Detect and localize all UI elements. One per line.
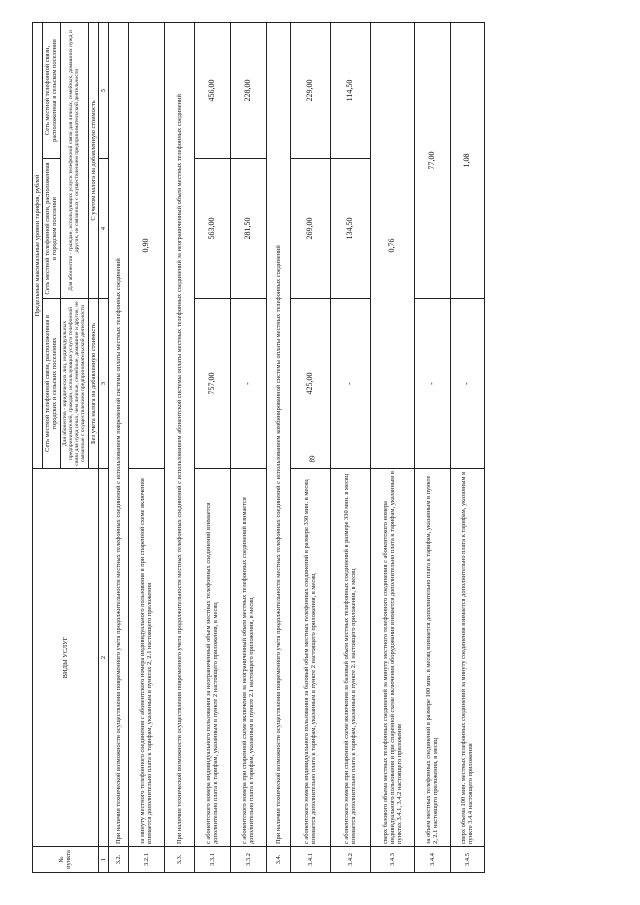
row-text: сверх объема 100 мин. местных телефонных соединений за минуту соединения взимается дополнительно плата к тарифам, указанным в пункте 3.4.4 настоящего приложения: [450, 469, 484, 847]
header-num: № пункта: [33, 847, 99, 873]
tariff-value-village: 456,00: [194, 23, 230, 159]
row-text: с абонентского номера индивидуального пользования за неограниченный объем местных телефонных соединений взимается дополнительно плата к тарифам, указанным в пункте 2 настоящего приложения, в месяц: [194, 469, 230, 847]
index-1: 1: [98, 847, 108, 873]
tariff-value-legal: -: [414, 299, 450, 469]
header-with-vat: С учетом налога на добавленную стоимость: [88, 23, 98, 299]
tariff-value-legal: -: [230, 299, 266, 469]
tariff-value-citizens: 1,08: [450, 23, 484, 299]
row-num: 3.4.4: [414, 847, 450, 873]
header-citizens: Для абонентов - граждан, использующих услуги телефонной связи для личных, семейных, домашних нужд и других, не связанных с осуществлением предпринимательской деятельности: [60, 23, 88, 299]
row-num: 3.4.: [266, 847, 290, 873]
row-num: 3.4.2: [330, 847, 370, 873]
header-without-vat: Без учета налога на добавленную стоимость: [88, 299, 98, 469]
page-number: 89: [308, 455, 317, 463]
row-text: за минуту местного телефонного соединения с абонентского номера индивидуального пользования в при спаренной схеме включения взимается дополнительно плата к тарифам, указанным в пунктах 2, 2.1 настоящего приложения: [128, 469, 164, 847]
row-text: с абонентского номера при спаренной схеме включения за базовый объем местных телефонных соединений в размере 330 мин. в месяц взимается дополнительно плата к тарифам, указанным в пункте 2.1 настоящего приложения, в месяц: [330, 469, 370, 847]
header-services: ВИДЫ УСЛУГ: [33, 469, 99, 847]
row-num: 3.3.2: [230, 847, 266, 873]
tariff-value-legal: 425,00: [290, 299, 330, 469]
tariff-value-city: 134,50: [330, 159, 370, 299]
row-num: 3.2.: [108, 847, 128, 873]
row-text: с абонентского номера при спаренной схеме включения за неограниченный объем местных телефонных соединений взимается дополнительно плата к тарифам, указанным в пункте 2.1 настоящего приложения, в месяц: [230, 469, 266, 847]
tariff-value-village: 228,00: [230, 23, 266, 159]
row-num: 3.4.5: [450, 847, 484, 873]
tariff-value: 0,76: [370, 23, 414, 469]
tariff-value-city: 269,00: [290, 159, 330, 299]
tariff-value: 0,90: [128, 23, 164, 469]
row-num: 3.3.1: [194, 847, 230, 873]
header-legal: Для абонентов - юридических лиц, индивидуальных предпринимателей, граждан, использующих услуги телефонной связи для нужд иных, чем личные, семейные, домашние и другие, не связанные с осуществлением предпринимательской деятельности: [60, 299, 88, 469]
row-text: сверх базового объема местных телефонных соединений за минуту местного телефонного соединения с абонентского номера индивидуального пользования и при спаренной схеме включения оборудования взимается дополнительно плата к тарифам, указанным в пунктах 3.4.1, 3.4.2 настоящего приложения: [370, 469, 414, 847]
row-text: с абонентского номера индивидуального пользования за базовый объем местных телефонных соединений в размере 330 мин. в месяц взимается дополнительно плата к тарифам, указанным в пункте 2 настоящего приложения, в месяц: [290, 469, 330, 847]
header-net-city: Сеть местной телефонной связи, расположенная в городском поселении: [43, 159, 60, 299]
header-net-village: Сеть местной телефонной связи, расположенная в сельском поселении: [43, 23, 60, 159]
section-title: При наличии технической возможности осуществления повременного учета продолжительности местных телефонных соединений с использованием повременной системы оплаты местных телефонных соединений: [108, 23, 128, 847]
row-num: 3.3.: [164, 847, 194, 873]
section-title: При наличии технической возможности осуществления повременного учета продолжительности местных телефонных соединений с использованием комбинированной системы оплаты местных телефонных соединений: [266, 23, 290, 847]
row-num: 3.4.1: [290, 847, 330, 873]
index-4: 4: [98, 159, 108, 299]
index-2: 2: [98, 469, 108, 847]
header-net-city-village: Сеть местной телефонной связи, расположенная в городских и сельских поселениях: [43, 299, 60, 469]
tariff-table-rotated: [32, 23, 632, 873]
tariff-value-citizens: 77,00: [414, 23, 450, 299]
section-title: При наличии технической возможности осуществления повременного учета продолжительности местных телефонных соединений с использованием абонентской системы оплаты местных телефонных соединений за неограниченный объем местных телефонных соединений: [164, 23, 194, 847]
tariff-value-village: 229,00: [290, 23, 330, 159]
tariff-value-legal: 757,00: [194, 299, 230, 469]
tariff-value-city: 563,00: [194, 159, 230, 299]
index-5: 5: [98, 23, 108, 159]
header-max-tariffs: Предельные максимальные уровни тарифов, рублей: [33, 23, 43, 469]
row-text: за объем местных телефонных соединений в размере 100 мин. в месяц взимается дополнительно плата к тарифам, указанным в пункте 2, 2.1 настоящего приложения, в месяц: [414, 469, 450, 847]
tariff-value-city: 281,50: [230, 159, 266, 299]
tariff-value-legal: -: [450, 299, 484, 469]
tariff-table: [32, 22, 485, 873]
row-num: 3.4.3: [370, 847, 414, 873]
index-3: 3: [98, 299, 108, 469]
row-num: 3.2.1: [128, 847, 164, 873]
tariff-value-legal: -: [330, 299, 370, 469]
tariff-value-village: 114,50: [330, 23, 370, 159]
